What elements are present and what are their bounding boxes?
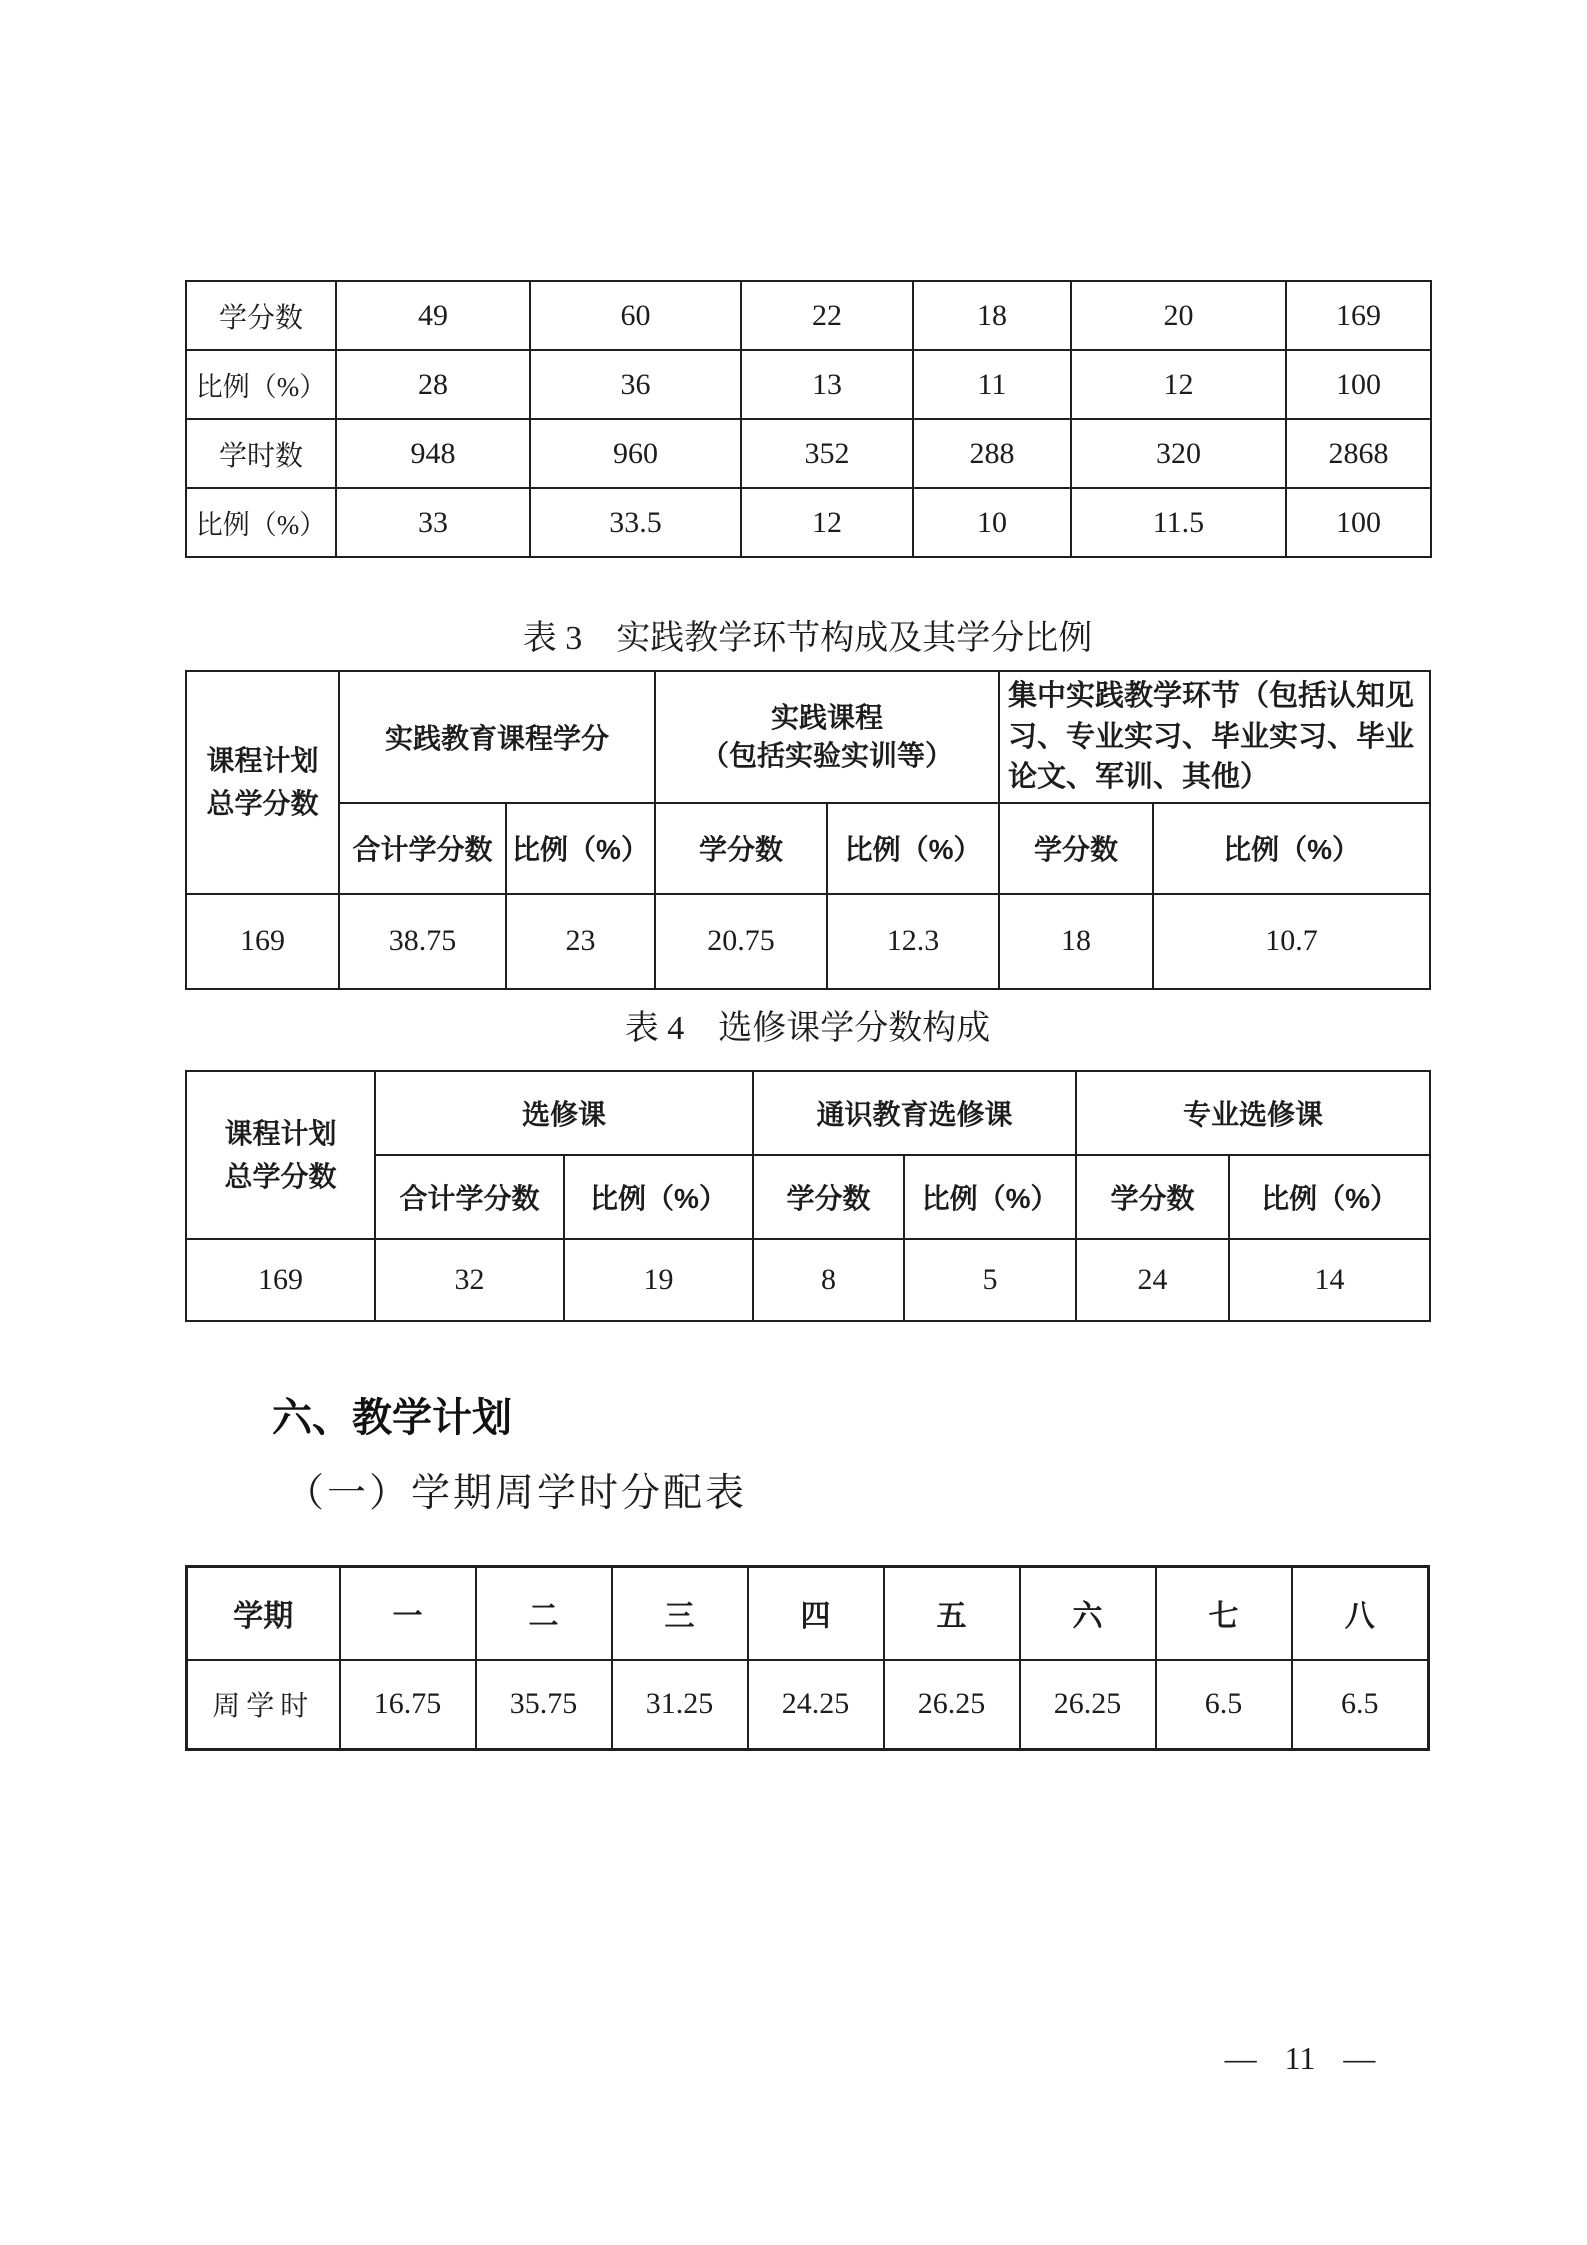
section-heading: 六、教学计划 <box>272 1396 512 1440</box>
table-cell: 35.75 <box>476 1660 612 1750</box>
credit-hour-ratio-table <box>185 280 1432 558</box>
table-cell: 31.25 <box>612 1660 748 1750</box>
table-cell: 23 <box>506 894 655 989</box>
table-cell: 16.75 <box>340 1660 476 1750</box>
group-header-practice-courses <box>655 671 999 803</box>
practice-teaching-table <box>185 670 1431 990</box>
footer-right-dash: — <box>1343 2040 1376 2076</box>
table-cell: 18 <box>913 281 1071 350</box>
sub-header: 学分数 <box>655 803 827 894</box>
column-header: 三 <box>612 1567 748 1660</box>
table-cell: 10 <box>913 488 1071 557</box>
table-row <box>186 488 1431 557</box>
stub-line2: 总学分数 <box>206 788 319 820</box>
sub-header: 比例（%） <box>564 1155 753 1239</box>
table-cell: 100 <box>1286 488 1431 557</box>
stub-line1: 课程计划 <box>224 1117 337 1149</box>
table-cell: 20 <box>1071 281 1286 350</box>
sub-header: 比例（%） <box>1229 1155 1430 1239</box>
table-cell: 8 <box>753 1239 904 1321</box>
table-cell: 28 <box>336 350 530 419</box>
sub-header: 合计学分数 <box>339 803 506 894</box>
table-cell: 32 <box>375 1239 564 1321</box>
sub-header: 比例（%） <box>1153 803 1430 894</box>
stub-header <box>186 1071 375 1239</box>
row-label: 学分数 <box>186 281 336 350</box>
table-row <box>186 803 1430 894</box>
table-row <box>186 894 1430 989</box>
table-cell: 33.5 <box>530 488 741 557</box>
table-cell: 320 <box>1071 419 1286 488</box>
table-cell: 169 <box>1286 281 1431 350</box>
column-header: 八 <box>1292 1567 1429 1660</box>
group-header-electives: 选修课 <box>375 1071 753 1155</box>
table-cell: 19 <box>564 1239 753 1321</box>
group-line1: 实践课程 <box>771 702 884 734</box>
row-label: 比例（%） <box>186 350 336 419</box>
table-cell: 960 <box>530 419 741 488</box>
column-header-semester: 学期 <box>187 1567 340 1660</box>
table-cell: 12 <box>741 488 913 557</box>
elective-credits-table <box>185 1070 1431 1322</box>
sub-header: 学分数 <box>999 803 1153 894</box>
table-cell: 14 <box>1229 1239 1430 1321</box>
table-row <box>186 671 1430 803</box>
sub-header: 比例（%） <box>827 803 999 894</box>
sub-header: 学分数 <box>1076 1155 1229 1239</box>
table-cell: 169 <box>186 894 339 989</box>
table-row <box>186 281 1431 350</box>
stub-line2: 总学分数 <box>224 1161 337 1192</box>
table-cell: 24.25 <box>748 1660 884 1750</box>
table-row <box>186 1071 1430 1155</box>
group-header-concentrated-practice: 集中实践教学环节（包括认知见习、专业实习、毕业实习、毕业论文、军训、其他） <box>999 671 1430 803</box>
column-header: 六 <box>1020 1567 1156 1660</box>
table-cell: 11 <box>913 350 1071 419</box>
column-header: 七 <box>1156 1567 1292 1660</box>
table-cell: 5 <box>904 1239 1076 1321</box>
table-cell: 26.25 <box>1020 1660 1156 1750</box>
table-row <box>186 419 1431 488</box>
table-cell: 6.5 <box>1156 1660 1292 1750</box>
table-row <box>187 1567 1429 1660</box>
row-label: 比例（%） <box>186 488 336 557</box>
stub-line1: 课程计划 <box>206 745 319 776</box>
sub-header: 合计学分数 <box>375 1155 564 1239</box>
table-cell: 11.5 <box>1071 488 1286 557</box>
table3-caption: 表 3 实践教学环节构成及其学分比例 <box>522 620 1093 657</box>
table-cell: 49 <box>336 281 530 350</box>
table-cell: 20.75 <box>655 894 827 989</box>
table-cell: 26.25 <box>884 1660 1020 1750</box>
table-cell: 12.3 <box>827 894 999 989</box>
group-header-general-electives: 通识教育选修课 <box>753 1071 1076 1155</box>
table-cell: 13 <box>741 350 913 419</box>
weekly-hours-table <box>185 1565 1430 1751</box>
table-cell: 948 <box>336 419 530 488</box>
group-header-major-electives: 专业选修课 <box>1076 1071 1430 1155</box>
table-row <box>187 1660 1429 1750</box>
row-label: 学时数 <box>186 419 336 488</box>
sub-header: 比例（%） <box>904 1155 1076 1239</box>
table-cell: 24 <box>1076 1239 1229 1321</box>
table-cell: 12 <box>1071 350 1286 419</box>
row-label: 周学时 <box>187 1660 340 1750</box>
section-subheading: （一）学期周学时分配表 <box>285 1472 748 1515</box>
column-header: 一 <box>340 1567 476 1660</box>
column-header: 四 <box>748 1567 884 1660</box>
table4-caption: 表 4 选修课学分数构成 <box>624 1010 991 1047</box>
sub-header: 比例（%） <box>506 803 655 894</box>
table-cell: 288 <box>913 419 1071 488</box>
table-cell: 2868 <box>1286 419 1431 488</box>
group-line2: （包括实验实训等） <box>701 739 954 771</box>
column-header: 五 <box>884 1567 1020 1660</box>
column-header: 二 <box>476 1567 612 1660</box>
footer-left-dash: — <box>1224 2040 1257 2076</box>
stub-header <box>186 671 339 894</box>
table-cell: 6.5 <box>1292 1660 1429 1750</box>
table-row <box>186 350 1431 419</box>
table-cell: 22 <box>741 281 913 350</box>
table-row <box>186 1239 1430 1321</box>
table-cell: 33 <box>336 488 530 557</box>
table-cell: 352 <box>741 419 913 488</box>
page-number: 11 <box>1284 2040 1316 2076</box>
sub-header: 学分数 <box>753 1155 904 1239</box>
group-header-practice-education-credits: 实践教育课程学分 <box>339 671 655 803</box>
table-cell: 38.75 <box>339 894 506 989</box>
table-cell: 100 <box>1286 350 1431 419</box>
table-cell: 10.7 <box>1153 894 1430 989</box>
table-cell: 36 <box>530 350 741 419</box>
table-cell: 169 <box>186 1239 375 1321</box>
page-footer <box>1150 2040 1450 2077</box>
table-cell: 60 <box>530 281 741 350</box>
table-cell: 18 <box>999 894 1153 989</box>
